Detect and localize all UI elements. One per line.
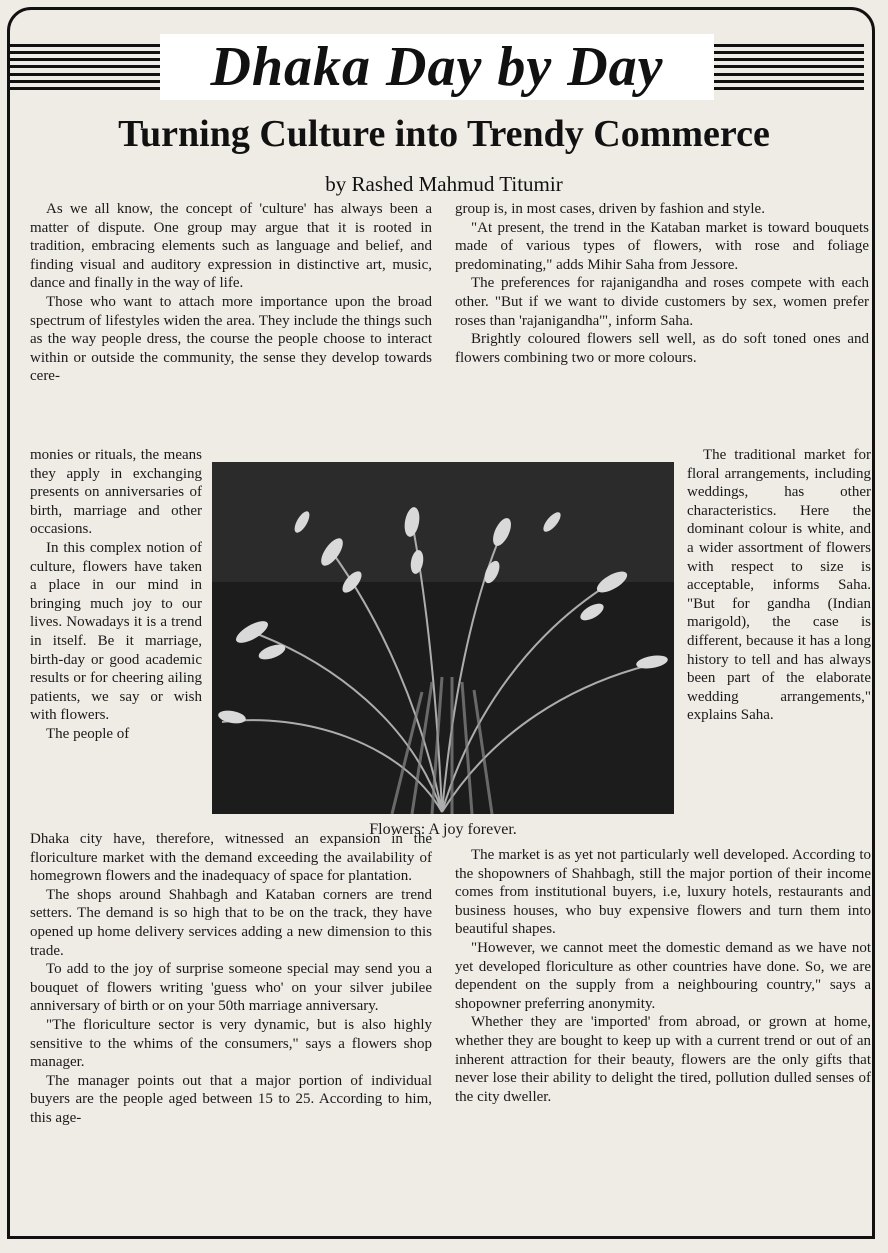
- paragraph: "The floriculture sector is very dynamic, but is also highly sensitive to the whims of the consumers," says a flowers shop manager.: [30, 1016, 432, 1071]
- paragraph: The people of: [46, 725, 130, 742]
- flowers-image: [212, 462, 674, 814]
- masthead-rules-left: [10, 44, 160, 90]
- paragraph: Those who want to attach more importance upon the broad spectrum of lifestyles widen the area. They include the things such as the way people dress, the course the people choose to interact within or outside the community, the sense they develop towards cere-: [30, 293, 432, 385]
- paragraph: Dhaka city have, therefore, witnessed an expansion in the floriculture market with the demand exceeding the availability of homegrown flowers and the inadequacy of space for plantation.: [30, 831, 432, 885]
- masthead-box: [160, 34, 714, 100]
- masthead-title: Dhaka Day by Day: [210, 36, 664, 98]
- paragraph: "However, we cannot meet the domestic demand as we have not yet developed floriculture as other countries have done. So, we are dependent on the supply from a neighbouring country," says a shopowner preferring anonymity.: [455, 939, 871, 1012]
- paragraph: group is, in most cases, driven by fashion and style.: [455, 201, 765, 217]
- photo-caption: Flowers: A joy forever.: [369, 821, 517, 838]
- article-headline: Turning Culture into Trendy Commerce: [118, 113, 770, 155]
- paragraph: To add to the joy of surprise someone special may send you a bouquet of flowers writing 'guess who' on your silver jubilee anniversary of birth or on your 50th marriage anniversary.: [30, 961, 432, 1015]
- column-left-bottom: [30, 830, 432, 1234]
- paragraph: As we all know, the concept of 'culture' has always been a matter of dispute. One group may argue that it is rooted in tradition, embracing elements such as language and belief, and finding visual and auditory expression in distinctive art, music, dance and finally in the way of life.: [30, 201, 432, 292]
- paragraph: The preferences for rajanigandha and roses compete with each other. "But if we want to divide customers by sex, women prefer roses than 'rajanigandha'", inform Saha.: [455, 275, 869, 329]
- column-left-top: [30, 200, 432, 458]
- flowers-photo: [212, 462, 674, 814]
- paragraph: The shops around Shahbagh and Kataban corners are trend setters. The demand is so high that to be on the track, they have opened up home delivery services adding a new dimension to this trade.: [30, 886, 432, 959]
- masthead-rules-right: [714, 44, 864, 90]
- paragraph: Brightly coloured flowers sell well, as do soft toned ones and flowers combining two or more colours.: [455, 331, 869, 366]
- paragraph: Whether they are 'imported' from abroad, or grown at home, whether they are bought to keep up with a current trend or out of an inherent attraction for their beauty, flowers are the only gifts that never lose their ability to delight the tired, pollution dulled senses of the city dweller.: [455, 1014, 871, 1105]
- article-byline: by Rashed Mahmud Titumir: [325, 172, 563, 196]
- paragraph: The traditional market for floral arrangements, including weddings, has other characteristics. Here the dominant colour is white, and a wider assortment of flowers with respect to size is acceptable, informs Saha. "But for gandha (Indian marigold), the case is different, because it has a long history to tell and has always been part of the elaborate wedding arrangements," explains Saha.: [687, 447, 871, 724]
- paragraph: The market is as yet not particularly well developed. According to the shopowners of Shahbagh, still the major portion of their income comes from institutional buyers, i.e, luxury hotels, restaurants and business houses, who buy expensive flowers and turn them into beautiful shapes.: [455, 847, 871, 938]
- paragraph: In this complex notion of culture, flowers have taken a place in our mind in bringing much joy to our lives. Nowadays it is a trend in itself. Be it marriage, birth-day or good academic results or for cheering ailing patients, we say or wish with flowers.: [30, 539, 202, 724]
- paragraph: monies or rituals, the means they apply in exchanging presents on anniversaries of birth, marriage and other occasions.: [30, 447, 202, 538]
- paragraph: The manager points out that a major portion of individual buyers are the people aged between 15 to 25. According to him, this age-: [30, 1072, 432, 1126]
- column-right-wrap: [687, 446, 871, 856]
- column-right-bottom: [455, 846, 871, 1234]
- column-right-top: [455, 200, 869, 450]
- paragraph: "At present, the trend in the Kataban market is toward bouquets made of various types of flowers, with rose and foliage predominating," adds Mihir Saha from Jessore.: [455, 219, 869, 273]
- column-left-wrap: [30, 446, 202, 826]
